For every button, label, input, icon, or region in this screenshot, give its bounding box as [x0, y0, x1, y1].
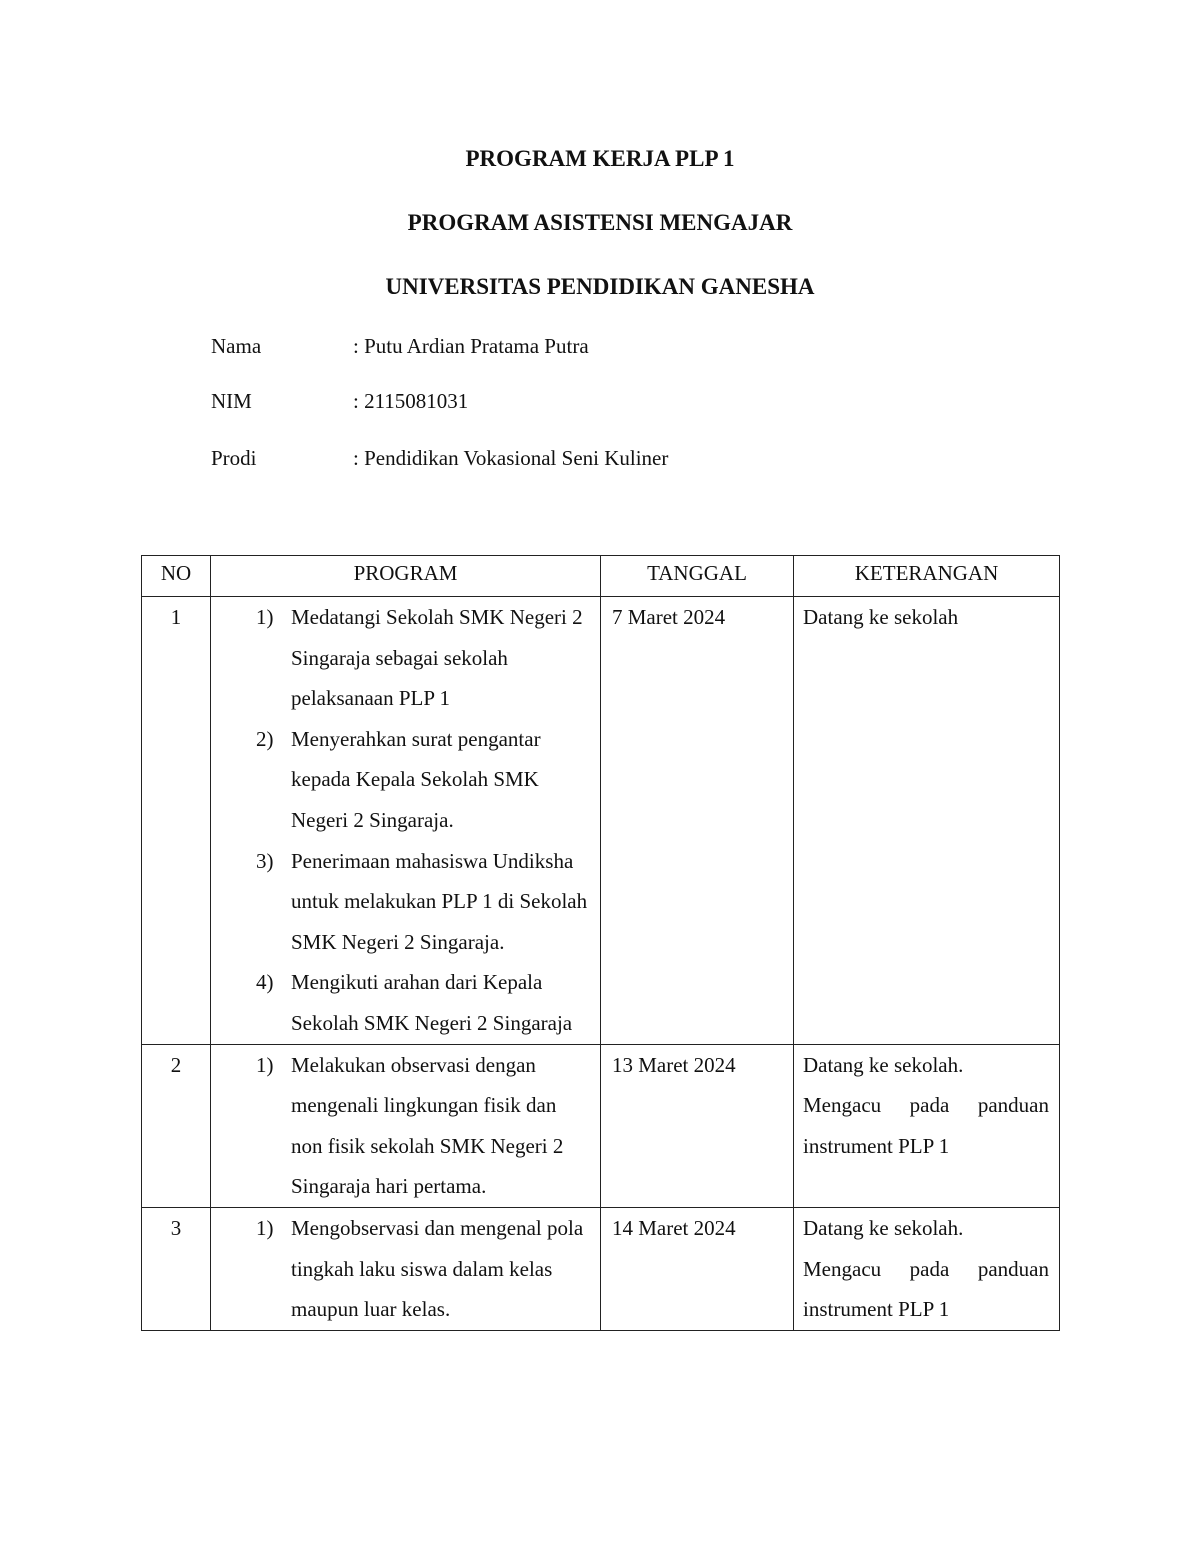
program-item-text: Medatangi Sekolah SMK Negeri 2 Singaraja sebagai sekolah pelaksanaan PLP 1 [291, 605, 583, 711]
keterangan-cell [794, 1207, 1060, 1330]
nim-label: NIM [211, 389, 252, 413]
keterangan-line: Datang ke sekolah. [803, 1052, 964, 1077]
keterangan-line: Mengacu pada panduan [803, 1256, 1049, 1281]
program-item [211, 1208, 600, 1330]
row-number: 3 [142, 1207, 211, 1330]
keterangan-line: Mengacu pada panduan [803, 1093, 1049, 1118]
program-item-text: Penerimaan mahasiswa Undiksha untuk melakukan PLP 1 di Sekolah SMK Negeri 2 Singaraja. [291, 848, 588, 954]
tanggal-cell: 14 Maret 2024 [601, 1207, 794, 1330]
prodi-label: Prodi [211, 446, 257, 470]
program-item-number: 1) [256, 605, 274, 629]
program-item-number: 3) [256, 848, 274, 873]
program-item-text: Menyerahkan surat pengantar kepada Kepala Sekolah SMK Negeri 2 Singaraja. [291, 726, 541, 832]
nama-value: : Putu Ardian Pratama Putra [353, 334, 589, 358]
program-item-text: Melakukan observasi dengan mengenali lingkungan fisik dan non fisik sekolah SMK Negeri 2 Singaraja hari pertama. [291, 1052, 564, 1199]
keterangan-cell [794, 597, 1060, 1045]
program-item [211, 841, 600, 963]
header-no: NO [142, 556, 211, 597]
program-item-number: 4) [256, 970, 274, 995]
header-tanggal: TANGGAL [601, 556, 794, 597]
table-row [142, 1044, 1060, 1207]
keterangan-line: Datang ke sekolah. [803, 1215, 964, 1240]
table-row [142, 1207, 1060, 1330]
program-item [211, 719, 600, 841]
nama-label: Nama [211, 334, 262, 358]
row-number: 1 [142, 597, 211, 1045]
program-item-text: Mengobservasi dan mengenal pola tingkah laku siswa dalam kelas maupun luar kelas. [291, 1215, 584, 1322]
program-item-number: 1) [256, 1215, 274, 1240]
document-subtitle-university: UNIVERSITAS PENDIDIKAN GANESHA [385, 274, 815, 299]
table-header-row [142, 556, 1060, 597]
keterangan-cell [794, 1044, 1060, 1207]
program-item [211, 1045, 600, 1207]
keterangan-line: instrument PLP 1 [803, 1297, 950, 1322]
keterangan-line: instrument PLP 1 [803, 1133, 950, 1158]
program-item [211, 597, 600, 719]
row-number: 2 [142, 1044, 211, 1207]
document-title: PROGRAM KERJA PLP 1 [465, 146, 735, 171]
program-item-text: Mengikuti arahan dari Kepala Sekolah SMK Negeri 2 Singaraja [291, 970, 573, 1035]
program-table [141, 555, 1060, 1331]
nim-value: : 2115081031 [353, 389, 469, 413]
program-item-number: 2) [256, 726, 274, 751]
tanggal-cell: 13 Maret 2024 [601, 1044, 794, 1207]
program-cell [211, 597, 601, 1045]
header-keterangan: KETERANGAN [794, 556, 1060, 597]
program-cell [211, 1044, 601, 1207]
keterangan-line: Datang ke sekolah [803, 605, 959, 629]
header-program: PROGRAM [211, 556, 601, 597]
table-row [142, 597, 1060, 1045]
program-item-number: 1) [256, 1052, 274, 1077]
tanggal-cell: 7 Maret 2024 [601, 597, 794, 1045]
program-item [211, 962, 600, 1043]
program-cell [211, 1207, 601, 1330]
document-subtitle-program: PROGRAM ASISTENSI MENGAJAR [407, 210, 793, 235]
prodi-value: : Pendidikan Vokasional Seni Kuliner [353, 446, 669, 470]
